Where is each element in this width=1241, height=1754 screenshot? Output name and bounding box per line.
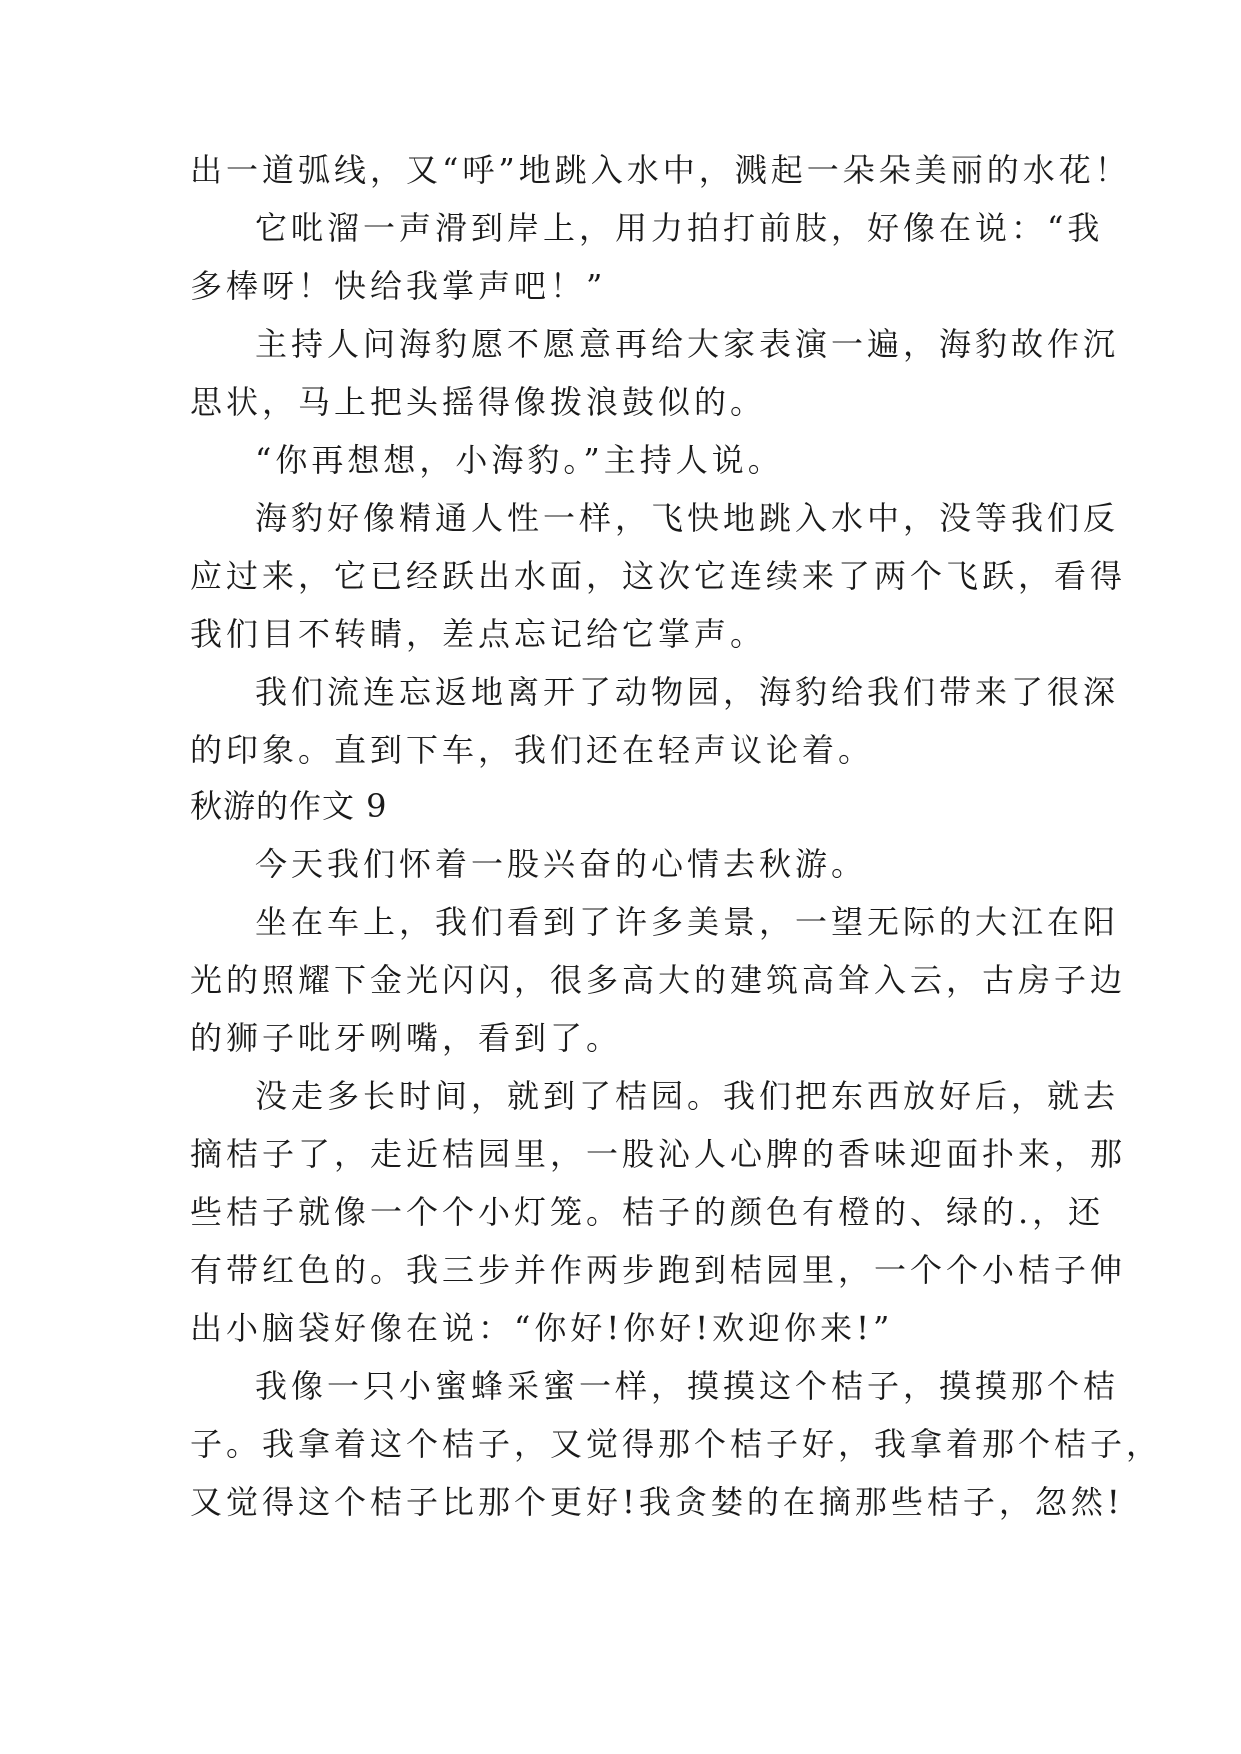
text-line: 多棒呀！快给我掌声吧！” — [190, 267, 607, 305]
text-line: 出小脑袋好像在说：“你好!你好!欢迎你来!” — [190, 1309, 894, 1347]
paragraph-start-line: 没走多长时间，就到了桔园。我们把东西放好后，就去 — [255, 1077, 1120, 1115]
text-line: 思状，马上把头摇得像拨浪鼓似的。 — [190, 383, 767, 421]
text-line: 又觉得这个桔子比那个更好!我贪婪的在摘那些桔子，忽然! — [190, 1483, 1124, 1521]
text-line: 子。我拿着这个桔子，又觉得那个桔子好，我拿着那个桔子， — [190, 1425, 1163, 1463]
text-line: 光的照耀下金光闪闪，很多高大的建筑高耸入云，古房子边 — [190, 961, 1127, 999]
text-line: 的狮子吡牙咧嘴，看到了。 — [190, 1019, 623, 1057]
text-line: 应过来，它已经跃出水面，这次它连续来了两个飞跃，看得 — [190, 557, 1127, 595]
text-line: 的印象。直到下车，我们还在轻声议论着。 — [190, 731, 875, 769]
paragraph-start-line: 今天我们怀着一股兴奋的心情去秋游。 — [255, 845, 868, 883]
paragraph-start-line: 海豹好像精通人性一样，飞快地跳入水中，没等我们反 — [255, 499, 1120, 537]
text-line: 些桔子就像一个个小灯笼。桔子的颜色有橙的、绿的.，还 — [190, 1193, 1105, 1231]
paragraph-start-line: “你再想想，小海豹。”主持人说。 — [255, 441, 784, 479]
paragraph-start-line: 坐在车上，我们看到了许多美景，一望无际的大江在阳 — [255, 903, 1120, 941]
text-line: 我们目不转睛，差点忘记给它掌声。 — [190, 615, 767, 653]
paragraph-start-line: 我们流连忘返地离开了动物园，海豹给我们带来了很深 — [255, 673, 1120, 711]
text-line: 出一道弧线，又“呼”地跳入水中，溅起一朵朵美丽的水花！ — [190, 151, 1131, 189]
paragraph-start-line: 主持人问海豹愿不愿意再给大家表演一遍，海豹故作沉 — [255, 325, 1120, 363]
paragraph-start-line: 它吡溜一声滑到岸上，用力拍打前肢，好像在说：“我 — [255, 209, 1104, 247]
section-heading: 秋游的作文 9 — [190, 787, 388, 825]
text-line: 摘桔子了，走近桔园里，一股沁人心脾的香味迎面扑来，那 — [190, 1135, 1127, 1173]
text-line: 有带红色的。我三步并作两步跑到桔园里，一个个小桔子伸 — [190, 1251, 1127, 1289]
paragraph-start-line: 我像一只小蜜蜂采蜜一样，摸摸这个桔子，摸摸那个桔 — [255, 1367, 1120, 1405]
